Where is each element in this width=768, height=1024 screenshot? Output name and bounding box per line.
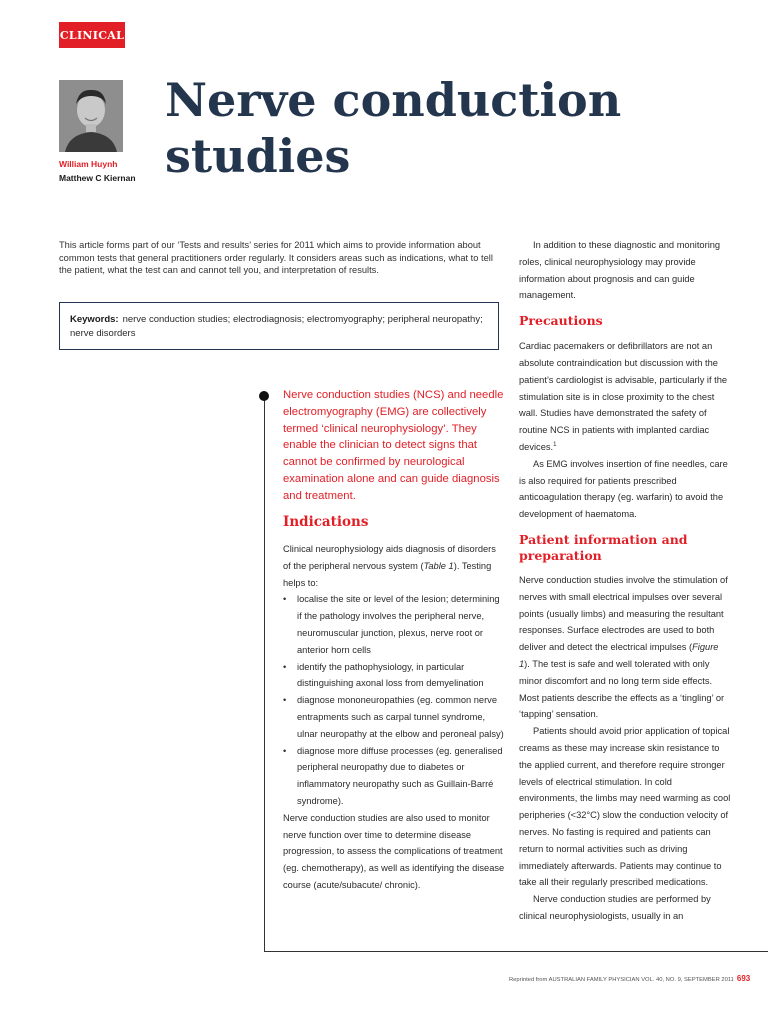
indications-intro [283, 541, 505, 591]
right-column [519, 237, 731, 925]
title-line: studies [165, 129, 351, 183]
list-item-text: diagnose more diffuse processes (eg. generalised peripheral neuropathy due to diabetes or inflammatory neuropathy such as Guillain-Barré syndrome). [297, 745, 503, 806]
list-item-text: identify the pathophysiology, in particular distinguishing axonal loss from demyelination [297, 661, 484, 689]
figure-ref: Figure 1 [519, 642, 719, 669]
paragraph-text: ). The test is safe and well tolerated with only minor discomfort and no long term side effects. Most patients describe the effects as a ‘tingling’ or ‘tapping’ sensation. [519, 658, 725, 720]
author-photo [59, 80, 123, 152]
patient-info-paragraph: Nerve conduction studies are performed by clinical neurophysiologists, usually in an [519, 894, 711, 921]
indications-closing: Nerve conduction studies are also used to monitor nerve function over time to determine disease progression, to assess the complications of treatment (eg. chemotherapy), as well as identifying the disease course (acute/subacute/ chronic). [283, 812, 505, 890]
table-ref: Table 1 [423, 560, 454, 571]
list-item: • identify the pathophysiology, in particular distinguishing axonal loss from demyelination [283, 661, 484, 689]
lead-paragraph: Nerve conduction studies (NCS) and needle electromyography (EMG) are collectively termed ‘clinical neurophysiology’. They enable the clinician to detect signs that cannot be confirmed by neurological examination alone and can guide diagnosis and treatment. [283, 389, 504, 502]
indications-section [283, 514, 505, 894]
paragraph-text: Nerve conduction studies involve the stimulation of nerves with small electrical impulses over several points (usually limbs) and measuring the resultant responses. Surface electrodes are used to both deliver and detect the electrical impulses ( [519, 574, 728, 653]
page-footer [509, 974, 750, 983]
keywords-text: nerve conduction studies; electrodiagnosis; electromyography; peripheral neuropathy; nerve disorders [70, 314, 483, 339]
reference-marker: 1 [553, 441, 557, 448]
author-name: Matthew C Kiernan [59, 173, 136, 183]
keywords-label: Keywords: [70, 314, 119, 325]
indications-heading: Indications [283, 514, 369, 530]
author-name: William Huynh [59, 159, 118, 169]
title-line: Nerve conduction [165, 73, 622, 127]
patient-info-paragraph: Patients should avoid prior application of topical creams as these may increase skin resistance to the applied current, and therefore require stronger levels of electrical stimulation. In cold environments, the limbs may need warming as cool peripheries (<32°C) slow the conduction velocity of nerves. No fasting is required and patients can return to normal activities such as driving immediately afterwards. Patients may continue to take all their regularly prescribed medications. [519, 726, 731, 888]
list-item-text: localise the site or level of the lesion; determining if the pathology involves the peripheral nerve, neuromuscular junction, plexus, nerve root or anterior horn cells [297, 594, 500, 655]
keywords-box [59, 302, 499, 350]
intro-text: ). Testing helps to: [283, 560, 492, 588]
patient-info-paragraph [519, 572, 731, 723]
paragraph-text: Cardiac pacemakers or defibrillators are not an absolute contraindication but discussion with the patient’s cardiologist is advisable, particularly if the stimulation site is in close proximity to the chest wall. Studies have demonstrated the safety of routine NCS in patients with implanted cardiac devices. [519, 341, 728, 452]
intro-text: Clinical neurophysiology aids diagnosis of disorders of the peripheral nervous system ( [283, 544, 496, 571]
author-portrait-icon [59, 80, 123, 152]
precautions-paragraph: As EMG involves insertion of fine needles, care is also required for patients prescribed anticoagulation therapy (eg. warfarin) to avoid the development of haematoma. [519, 458, 728, 520]
list-item: • diagnose more diffuse processes (eg. generalised peripheral neuropathy due to diabetes or inflammatory neuropathy such as Guillain-Barré syndrome). [283, 745, 503, 806]
section-tag: CLINICAL [59, 22, 125, 48]
list-item-text: diagnose mononeuropathies (eg. common nerve entrapments such as carpal tunnel syndrome, ulnar neuropathy at the elbow and peroneal palsy) [297, 695, 504, 739]
precautions-heading: Precautions [519, 313, 603, 329]
bullet-dot-icon [259, 391, 269, 401]
article-title [165, 72, 725, 184]
list-item: • localise the site or level of the lesion; determining if the pathology involves the peripheral nerve, neuromuscular junction, plexus, nerve root or anterior horn cells [283, 594, 500, 655]
footer-citation: Reprinted from AUSTRALIAN FAMILY PHYSICIAN VOL. 40, NO. 9, SEPTEMBER 2011 [509, 977, 734, 983]
right-intro: In addition to these diagnostic and monitoring roles, clinical neurophysiology may provide information about prognosis and can guide management. [519, 240, 721, 301]
bottom-rule [264, 951, 768, 952]
page-number: 693 [736, 974, 751, 983]
column-rule [264, 396, 265, 952]
list-item: • diagnose mononeuropathies (eg. common nerve entrapments such as carpal tunnel syndrome, ulnar neuropathy at the elbow and peroneal palsy) [283, 695, 504, 739]
series-intro: This article forms part of our ‘Tests and results’ series for 2011 which aims to provide information about common tests that general practitioners order regularly. It considers areas such as indications, what to tell the patient, what the test can and cannot tell you, and interpretation of results. [59, 240, 493, 276]
patient-info-heading: Patient information and preparation [519, 531, 688, 563]
precautions-paragraph [519, 338, 731, 456]
